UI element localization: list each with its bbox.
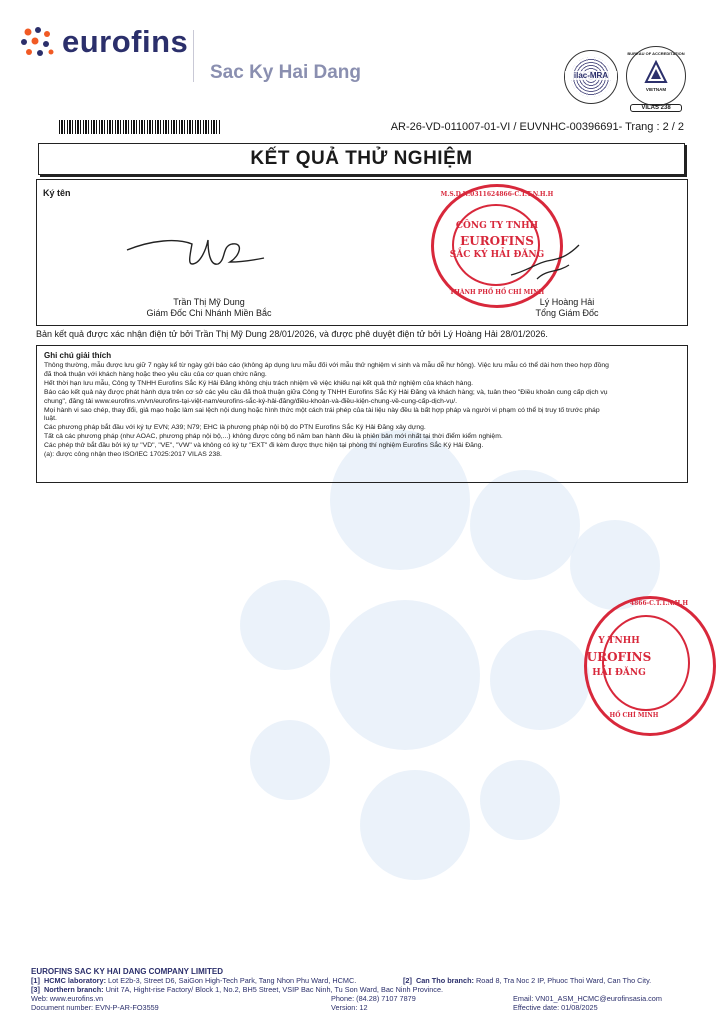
note-line: Thông thường, mẫu được lưu giữ 7 ngày kể từ ngày gửi báo cáo (không áp dụng lưu mẫu đối với mẫu thử nghiệm vi sinh và mẫu dễ hư hỏng). Việc lưu mẫu có thể dài hơn theo hợp đồng bbox=[44, 362, 609, 369]
note-line: Các phương pháp bắt đầu với ký tự EVN; A39; N79; EHC là phương pháp nội bộ do PTN Eurofins Sắc Ký Hải Đăng xây dựng. bbox=[44, 424, 426, 432]
accreditation-country: VIETNAM bbox=[645, 87, 667, 92]
notes-section bbox=[36, 345, 688, 483]
watermark-dot bbox=[250, 720, 330, 800]
report-id: AR-26-VD-011007-01-VI / EUVNHC-00396691- Trang : 2 / 2 bbox=[390, 121, 684, 133]
approval-statement: Bản kết quả được xác nhận điện tử bởi Trần Thị Mỹ Dung 28/01/2026, và được phê duyệt điện tử bởi Lý Hoàng Hải 28/01/2026. bbox=[36, 329, 548, 339]
left-signer-name: Trần Thị Mỹ Dung bbox=[173, 297, 245, 307]
footer-web: Web: www.eurofins.vn bbox=[31, 994, 104, 1003]
footer-version: Version: 12 bbox=[331, 1003, 368, 1012]
footer-lab3: [3] Northern branch: Unit 7A, Hight-rise Factory/ Block 1, No.2, BH5 Street, VSIP Bac Ninh, Tu Son Ward, Bac Ninh Province. bbox=[31, 985, 444, 994]
barcode bbox=[59, 120, 220, 134]
notes-title: Ghi chú giải thích bbox=[44, 351, 112, 360]
footer-company: EUROFINS SAC KY HAI DANG COMPANY LIMITED bbox=[31, 967, 224, 976]
stamp-ring-top: M.S.D.N:0311624866-C.T.T.N.H.H bbox=[440, 191, 554, 198]
note-line: Mọi hành vi sao chép, thay đổi, giả mạo hoặc làm sai lệch nội dung hoặc hình thức một cách trái phép của tài liệu này đều là bất hợp pháp và người vi phạm có thể bị truy tố trước pháp bbox=[44, 406, 600, 414]
footer-row bbox=[31, 994, 701, 1003]
footer-row bbox=[31, 1003, 701, 1012]
note-line: luật. bbox=[44, 415, 57, 423]
footer-lab2: [2] Can Tho branch: Road 8, Tra Noc 2 IP, Phuoc Thoi Ward, Can Tho City. bbox=[403, 976, 652, 985]
notes-list bbox=[44, 362, 680, 460]
stamp-line1: CÔNG TY TNHH bbox=[455, 221, 539, 231]
watermark-dot bbox=[480, 760, 560, 840]
ilac-mra-badge bbox=[564, 50, 618, 104]
watermark-dot bbox=[360, 770, 470, 880]
footer-row bbox=[31, 976, 701, 985]
note-line: Hết thời hạn lưu mẫu, Công ty TNHH Eurofins Sắc Ký Hải Đăng không chịu trách nhiệm về việc khiếu nại kết quả thử nghiệm của khách hàng. bbox=[44, 379, 474, 387]
accreditation-ring-text: BUREAU OF ACCREDITATION bbox=[627, 51, 685, 56]
vilas-code: VILAS 238 bbox=[630, 104, 682, 112]
partial-stamp-line2: UROFINS bbox=[586, 650, 652, 664]
right-signer-role: Tổng Giám Đốc bbox=[535, 308, 599, 318]
ilac-mra-label: ilac-MRA bbox=[565, 71, 617, 80]
note-line: Tất cả các phương pháp (như AOAC, phương pháp nội bộ,...) không được công bố năm ban hành đều là phiên bản mới nhất tại thời điểm kiểm nghiệm. bbox=[44, 433, 503, 441]
triangle-icon bbox=[644, 60, 668, 84]
accreditation-badge bbox=[626, 46, 686, 106]
report-title: KẾT QUẢ THỬ NGHIỆM bbox=[250, 148, 473, 169]
watermark-dot bbox=[490, 630, 590, 730]
brand-name: eurofins bbox=[62, 24, 189, 59]
signature-right-image bbox=[507, 235, 587, 290]
watermark-dot bbox=[240, 580, 330, 670]
footer-doc-number: Document number: EVN-P-AR-FO3559 bbox=[31, 1003, 159, 1012]
partial-stamp-line3: HẢI ĐĂNG bbox=[592, 668, 646, 678]
footer-row bbox=[31, 985, 701, 994]
right-signer-name: Lý Hoàng Hải bbox=[539, 297, 595, 307]
sub-brand: Sac Ky Hai Dang bbox=[210, 62, 361, 83]
stamp-ring-bottom: THÀNH PHỐ HỒ CHÍ MINH bbox=[449, 289, 545, 296]
footer bbox=[31, 967, 701, 1012]
watermark-dot bbox=[470, 470, 580, 580]
note-line: Các phép thử bắt đầu bởi ký tự "VD", "VE", "VW" và không có ký tự "EXT" đi kèm được thực hiện tại phòng thí nghiệm Eurofins Sắc Ký Hải Đăng. bbox=[44, 442, 484, 450]
signature-section bbox=[36, 179, 688, 326]
stamp-line2: EUROFINS bbox=[460, 234, 534, 248]
partial-stamp bbox=[584, 596, 724, 736]
footer-effective-date: Effective date: 01/08/2025 bbox=[513, 1003, 598, 1012]
watermark-dot bbox=[330, 600, 480, 750]
left-signer-role: Giám Đốc Chi Nhánh Miền Bắc bbox=[146, 308, 272, 318]
footer-email: Email: VN01_ASM_HCMC@eurofinsasia.com bbox=[513, 994, 662, 1003]
note-line: (a): được công nhận theo ISO/IEC 17025:2017 VILAS 238. bbox=[44, 451, 222, 459]
footer-phone: Phone: (84.28) 7107 7879 bbox=[331, 994, 416, 1003]
eurofins-logo-icon bbox=[20, 26, 56, 58]
partial-stamp-ring-top: 4866-C.T.T.N.H.H bbox=[629, 600, 689, 607]
title-box bbox=[38, 143, 685, 175]
note-line: chung", đăng tải www.eurofins.vn/vn/eurofins-tại-việt-nam/eurofins-sắc-ký-hải-đăng/điều-khoản-và-điều-kiện-chung-về-cung-cấp-dịch-vụ/. bbox=[44, 397, 458, 405]
signature-label: Ký tên bbox=[43, 188, 71, 198]
partial-stamp-ring-bottom: HỒ CHÍ MINH bbox=[609, 712, 659, 719]
header-divider bbox=[193, 30, 194, 82]
note-line: Báo cáo kết quả này được phát hành dựa trên cơ sở các yêu cầu đã thoả thuận giữa Công ty TNHH Eurofins Sắc Ký Hải Đăng và khách hàng; và, tuân theo "Điều khoản cung cấp dịch vụ bbox=[44, 388, 608, 396]
signature-left-image bbox=[122, 220, 272, 275]
stamp-line3: SẮC KÝ HẢI ĐĂNG bbox=[449, 250, 545, 260]
footer-lab1: [1] HCMC laboratory: Lot E2b-3, Street D6, SaiGon High-Tech Park, Tang Nhon Phu Ward, HCMC. bbox=[31, 976, 357, 985]
note-line: đã thoả thuận với khách hàng hoặc theo yêu cầu của cơ quan chức năng. bbox=[44, 370, 267, 378]
partial-stamp-line1: Y TNHH bbox=[598, 636, 640, 646]
